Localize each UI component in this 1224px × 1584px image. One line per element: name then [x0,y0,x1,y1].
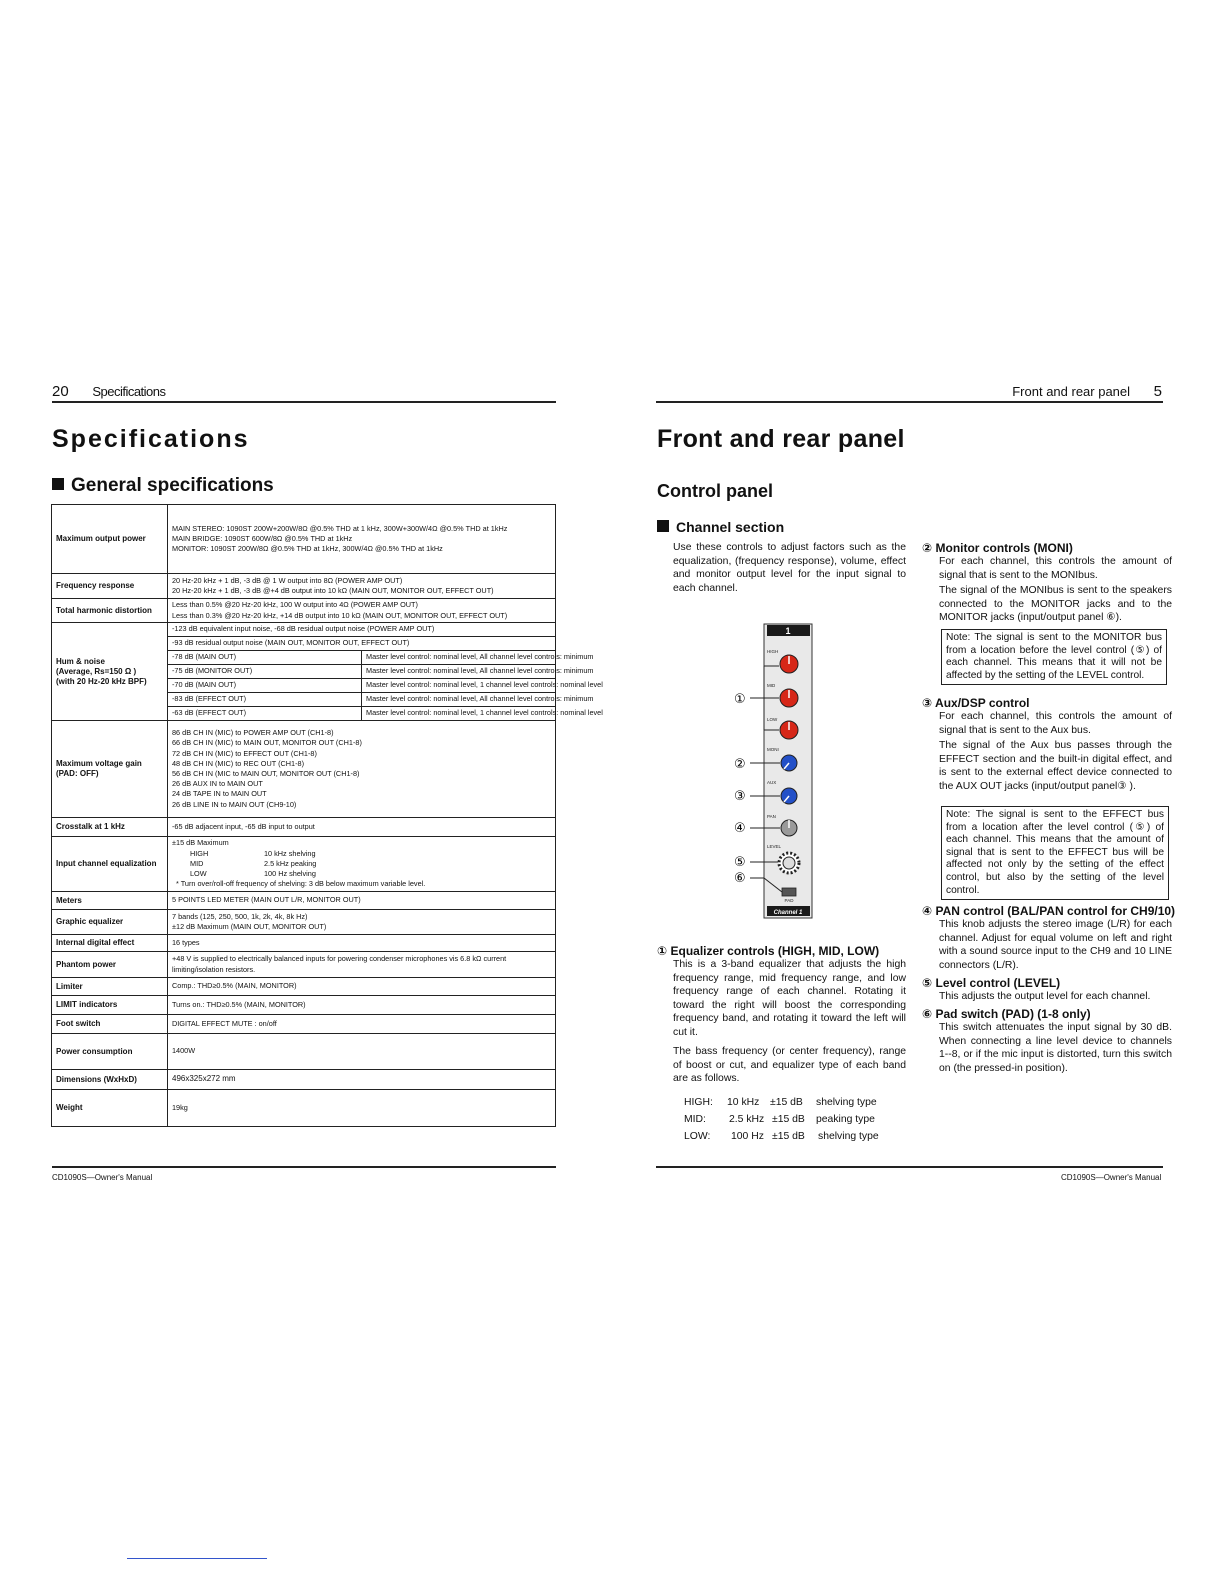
spec-value [168,952,556,978]
pad-body: This switch attenuates the input signal by 30 dB. When connecting a line level device to channels 1--8, or if the mic input is distorted, turn this switch on (the pressed-in position). [939,1022,1172,1074]
table-row [52,599,556,623]
eq-band: LOW: [684,1131,711,1142]
channel-label: Channel 1 [773,910,803,916]
table-row [52,837,556,892]
general-specifications-heading [52,475,274,497]
moni-body2: The signal of the MONIbus is sent to the speakers connected to the MONITOR jacks and to the MONITOR jacks (input/output panel ⑥). [939,585,1172,624]
knob-label: HIGH [767,649,779,654]
spec-label-line: Maximum voltage gain [56,759,142,768]
spec-subvalue: -70 dB (MAIN OUT) [168,679,362,693]
spec-subvalue: -63 dB (EFFECT OUT) [168,707,362,721]
table-row [52,935,556,952]
pan-heading: ④ PAN control (BAL/PAN control for CH9/10) [922,904,1176,918]
spec-value: -123 dB equivalent input noise, -68 dB residual output noise (POWER AMP OUT) [168,623,556,637]
spec-label: Meters [52,892,168,910]
table-row [52,623,556,637]
table-row [52,1015,556,1034]
section-label: General specifications [71,475,274,496]
eq-type: shelving type [818,1131,879,1142]
eq-band-name: HIGH [190,848,209,858]
eq-band-row [684,1114,875,1125]
knob-label: PAN [767,814,776,819]
spec-label: Power consumption [52,1034,168,1070]
knob-label: AUX [767,780,777,785]
knob-label: MID [767,683,776,688]
spec-subvalue: -83 dB (EFFECT OUT) [168,693,362,707]
pad-label: PAD [784,898,794,903]
spec-label: Frequency response [52,574,168,599]
level-body: This adjusts the output level for each channel. [939,991,1151,1002]
aux-body2: The signal of the Aux bus passes through the EFFECT section and the built-in digital effect, and is sent to the external effect device connected to the AUX OUT jacks (input/output panel③ ). [939,740,1172,792]
callout-number: ⑥ [734,871,746,886]
specifications-table [51,504,603,1127]
left-page-number: 20 [52,383,69,400]
spec-condition: Master level control: nominal level, 1 channel level controls: nominal level [362,679,556,693]
right-footer-rule [656,1166,1163,1168]
spec-value [168,837,556,892]
control-panel-heading: Control panel [657,481,773,501]
knob-label: LEVEL [767,844,782,849]
spec-value: -65 dB adjacent input, -65 dB input to output [168,818,556,837]
callout-number: ② [734,757,746,772]
left-footer: CD1090S—Owner's Manual [52,1173,153,1182]
spec-value: -93 dB residual output noise (MAIN OUT, MONITOR OUT, EFFECT OUT) [168,637,556,651]
moni-body: For each channel, this controls the amount of signal that is sent to the MONIbus. [939,556,1172,581]
spec-line: 20 Hz-20 kHz + 1 dB, -3 dB @+4 dB output into 10 kΩ (MAIN OUT, MONITOR OUT, EFFECT OUT) [172,586,494,595]
eq-freq: 10 kHz [727,1097,760,1108]
table-row [52,574,556,599]
spec-label: Dimensions (WxHxD) [52,1070,168,1090]
right-header-title: Front and rear panel [1012,384,1131,399]
spec-value [168,505,556,574]
bottom-link-underline [127,1558,267,1559]
eq-band-row [172,849,551,859]
spec-line: limiting/isolation resistors. [172,964,256,974]
spec-subvalue: -75 dB (MONITOR OUT) [168,665,362,679]
spec-line: Less than 0.3% @20 Hz-20 kHz, +14 dB output into 10 kΩ (MAIN OUT, MONITOR OUT, EFFECT OUT) [172,610,508,620]
callout-number: ③ [734,789,746,804]
spec-value [168,574,556,599]
spec-line: 26 dB LINE IN to MAIN OUT (CH9-10) [172,799,297,809]
spec-value [168,599,556,623]
channel-number: 1 [785,626,791,636]
eq-band: HIGH: [684,1097,713,1108]
spec-value: Comp.: THD≥0.5% (MAIN, MONITOR) [168,978,556,996]
spec-condition: Master level control: nominal level, All channel level controls: minimum [362,665,556,679]
knob-label: MONI [767,747,779,752]
spec-label: Foot switch [52,1015,168,1034]
spec-label: Phantom power [52,952,168,978]
spec-value: 5 POINTS LED METER (MAIN OUT L/R, MONITOR OUT) [168,892,556,910]
eq-band-name: MID [190,858,204,868]
aux-note: Note: The signal is sent to the EFFECT bus from a location after the level control (⑤) of each channel. This means that the amount of signal that is sent to the EFFECT bus will be affected not only by the setting of the effect control, but also by the setting of the level control. [941,806,1169,900]
spec-value [168,910,556,935]
spec-label: Weight [52,1090,168,1127]
aux-body: For each channel, this controls the amount of signal that is sent to the Aux bus. [939,711,1172,736]
eq-range: ±15 dB [770,1097,803,1108]
spec-line: 26 dB AUX IN to MAIN OUT [172,779,263,789]
spec-label: Crosstalk at 1 kHz [52,818,168,837]
left-page-title: Specifications [52,425,250,453]
eq-range: ±15 dB [772,1131,805,1142]
table-row [52,505,556,574]
spec-value: Turns on.: THD≥0.5% (MAIN, MONITOR) [168,996,556,1015]
spec-line: 20 Hz-20 kHz + 1 dB, -3 dB @ 1 W output into 8Ω (POWER AMP OUT) [172,575,403,585]
table-row [52,1090,556,1127]
spec-line: 24 dB TAPE IN to MAIN OUT [172,789,267,799]
right-page-number: 5 [1153,383,1162,400]
spec-value: 1400W [168,1034,556,1070]
spec-label: Input channel equalization [52,837,168,892]
right-page-title: Front and rear panel [657,425,905,453]
level-heading: ⑤ Level control (LEVEL) [922,976,1061,990]
eq-band-value: 100 Hz shelving [264,869,316,879]
table-row [52,952,556,978]
spec-line: MONITOR: 1090ST 200W/8Ω @0.5% THD at 1kHz, 300W/4Ω @0.5% THD at 1kHz [172,544,443,554]
eq-type: shelving type [816,1097,877,1108]
spec-value: DIGITAL EFFECT MUTE : on/off [168,1015,556,1034]
moni-note: Note: The signal is sent to the MONITOR bus from a location before the level control (⑤) of each channel. This means that it will not be affected by the setting of the LEVEL control. [941,629,1167,685]
callout-number: ⑤ [734,855,746,870]
right-footer: CD1090S—Owner's Manual [1061,1173,1162,1182]
eq-type: peaking type [816,1114,875,1125]
pan-body: This knob adjusts the stereo image (L/R) for each channel. Adjust for equal volume on left and right with a sound source input to the CH9 and 10 LINE connectors (L/R). [939,919,1172,971]
spec-label-line: (with 20 Hz-20 kHz BPF) [56,676,147,686]
eq-band-row [172,869,551,879]
spec-subvalue: -78 dB (MAIN OUT) [168,651,362,665]
spec-value: 16 types [168,935,556,952]
eq-band: MID: [684,1114,706,1125]
moni-heading: ② Monitor controls (MONI) [922,541,1073,555]
spec-label-line: Hum & noise [56,656,105,666]
spec-label [52,721,168,818]
eq-freq: 100 Hz [731,1131,764,1142]
pad-heading: ⑥ Pad switch (PAD) (1-8 only) [922,1007,1091,1021]
spec-label-line: (PAD: OFF) [56,769,99,778]
spec-condition: Master level control: nominal level, 1 channel level controls: nominal level [362,707,556,721]
spec-line: MAIN STEREO: 1090ST 200W+200W/8Ω @0.5% THD at 1 kHz, 300W+300W/4Ω @0.5% THD at 1kHz [172,523,508,533]
eq-band-row [684,1097,877,1108]
eq-band-name: LOW [190,869,207,879]
table-row [52,818,556,837]
spec-label-line: (Average, Rs=150 Ω ) [56,666,137,676]
spec-value: 19kg [168,1090,556,1127]
spec-condition: Master level control: nominal level, All channel level controls: minimum [362,693,556,707]
bullet-square-icon [52,478,64,490]
table-row [52,978,556,996]
aux-heading: ③ Aux/DSP control [922,696,1030,710]
eq-freq: 2.5 kHz [729,1114,765,1125]
eq-band-value: 10 kHz shelving [264,848,316,858]
spec-line: ±12 dB Maximum (MAIN OUT, MONITOR OUT) [172,922,327,931]
spec-label: Maximum output power [52,505,168,574]
table-row [52,721,556,818]
bullet-square-icon [657,520,669,532]
spec-label: Internal digital effect [52,935,168,952]
left-header-rule [52,401,556,403]
spec-line: +48 V is supplied to electrically balanced inputs for powering condenser microphones vis 6.8 kΩ current [172,954,507,964]
table-row [52,1034,556,1070]
spec-line: 48 dB CH IN (MIC) to REC OUT (CH1-8) [172,758,305,768]
knob-label: LOW [767,717,778,722]
callout-number: ① [734,692,746,707]
spec-line: * Turn over/roll-off frequency of shelving: 3 dB below maximum variable level. [176,879,426,889]
spec-label: Limiter [52,978,168,996]
spec-label: Graphic equalizer [52,910,168,935]
eq-band-value: 2.5 kHz peaking [264,858,317,868]
intro-paragraph: Use these controls to adjust factors such as the equalization, (frequency response), volume, effect and monitor output level for the input signal to each channel. [673,542,906,594]
spec-line: ±15 dB Maximum [172,838,229,848]
channel-section-heading [657,519,784,535]
left-header-title: Specifications [92,384,166,399]
eq-band-row [172,859,551,869]
spec-label: LIMIT indicators [52,996,168,1015]
table-row [52,996,556,1015]
spec-line: 7 bands (125, 250, 500, 1k, 2k, 4k, 8k Hz) [172,911,308,921]
eq-controls-body: This is a 3-band equalizer that adjusts the high frequency range, mid frequency range, and low frequency range of each channel. Rotating it toward the right will boost the corresponding frequency band, and rotating it toward the left will cut it. [673,959,906,1038]
eq-controls-heading: ① Equalizer controls (HIGH, MID, LOW) [657,944,880,958]
eq-controls-body2: The bass frequency (or center frequency), range of boost or cut, and equalizer type of each band are as follows. [673,1046,906,1085]
right-header-rule [656,401,1163,403]
spec-line: 86 dB CH IN (MIC) to POWER AMP OUT (CH1-8) [172,728,334,738]
table-row [52,892,556,910]
eq-band-row [684,1131,879,1142]
spec-line: 72 dB CH IN (MIC) to EFFECT OUT (CH1-8) [172,748,317,758]
channel-strip-diagram [730,618,820,920]
spec-label: Total harmonic distortion [52,599,168,623]
spec-line: MAIN BRIDGE: 1090ST 600W/8Ω @0.5% THD at 1kHz [172,533,353,543]
table-row [52,910,556,935]
spec-value [168,721,556,818]
section-label: Channel section [676,519,785,535]
eq-range: ±15 dB [772,1114,805,1125]
spec-condition: Master level control: nominal level, All channel level controls: minimum [362,651,556,665]
left-page-header [52,383,557,400]
left-footer-rule [52,1166,556,1168]
right-page-header [1000,383,1162,400]
table-row [52,1070,556,1090]
spec-line: Less than 0.5% @20 Hz-20 kHz, 100 W output into 4Ω (POWER AMP OUT) [172,600,418,610]
spec-value: 496x325x272 mm [168,1070,556,1090]
callout-number: ④ [734,821,746,836]
spec-line: 66 dB CH IN (MIC) to MAIN OUT, MONITOR OUT (CH1-8) [172,738,362,748]
spec-line: 56 dB CH IN (MIC to MAIN OUT, MONITOR OUT (CH1-8) [172,769,360,778]
spec-label [52,623,168,721]
